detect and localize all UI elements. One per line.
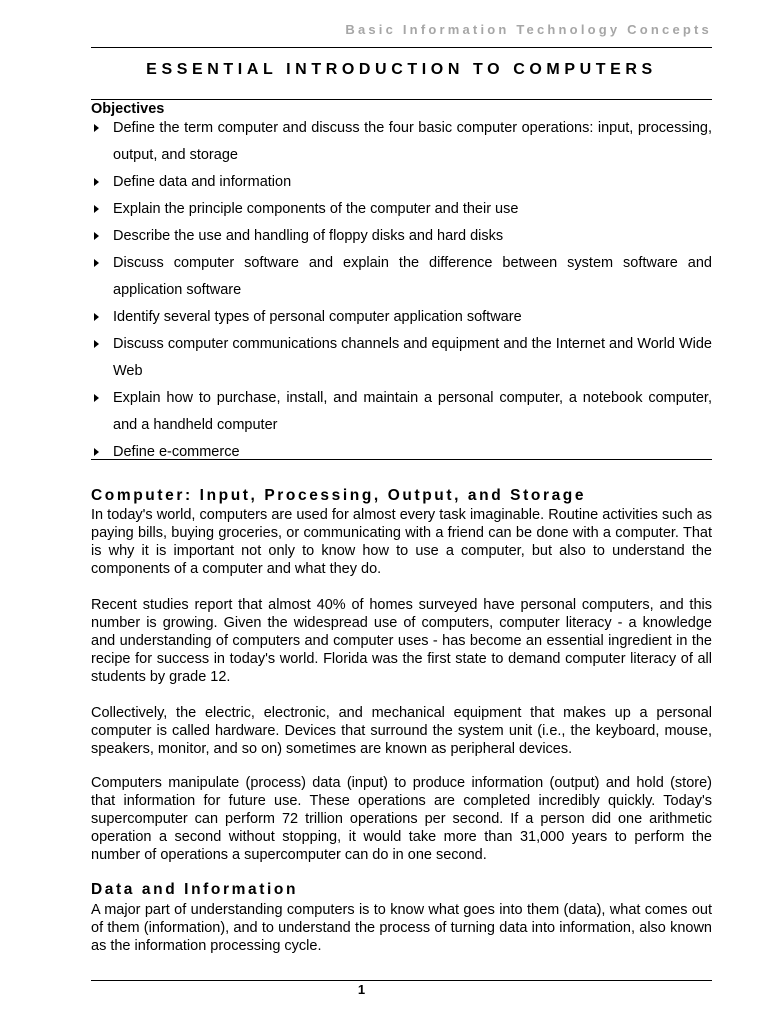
body-paragraph: A major part of understanding computers is to know what goes into them (data), what comes out of them (information), and to understand the process of turning data into information, also known as the information processing cycle. — [91, 902, 712, 954]
triangle-bullet-icon — [94, 340, 99, 348]
triangle-bullet-icon — [94, 394, 99, 402]
objectives-list — [91, 115, 712, 466]
objective-text: Describe the use and handling of floppy disks and hard disks — [113, 228, 504, 244]
objectives-heading: Objectives — [91, 101, 165, 117]
body-paragraph: Collectively, the electric, electronic, and mechanical equipment that makes up a personal computer is called hardware. Devices that surround the system unit (i.e., the keyboard, mouse, speakers, monitor, and so on) sometimes are known as peripheral devices. — [91, 705, 712, 757]
document-page — [91, 0, 712, 1024]
objective-item — [91, 331, 712, 385]
objective-item — [91, 385, 712, 439]
objective-text: Explain how to purchase, install, and maintain a personal computer, a notebook computer, and a handheld computer — [113, 390, 712, 433]
header-rule — [91, 47, 712, 48]
triangle-bullet-icon — [94, 178, 99, 186]
body-paragraph: Computers manipulate (process) data (input) to produce information (output) and hold (store) that information for future use. These operations are completed incredibly quickly. Today's supercomputer can perform 72 trillion operations per second. If a person did one arithmetic operation a second without stopping, it would take more than 31,000 years to perform the number of operations a supercomputer can do in one second. — [91, 775, 712, 863]
objective-item — [91, 223, 712, 250]
objective-text: Discuss computer software and explain the difference between system software and application software — [113, 255, 712, 298]
objectives-rule — [91, 459, 712, 460]
running-header: Basic Information Technology Concepts — [345, 22, 712, 37]
body-paragraph: Recent studies report that almost 40% of homes surveyed have personal computers, and this number is growing. Given the widespread use of computers, computer literacy - a knowledge and understanding of computers and computer uses - has become an essential ingredient in the recipe for success in today's world. Florida was the first state to demand computer literacy of all students by grade 12. — [91, 597, 712, 685]
objective-text: Explain the principle components of the computer and their use — [113, 201, 519, 217]
objective-text: Discuss computer communications channels and equipment and the Internet and World Wide Web — [113, 336, 712, 379]
objective-item — [91, 196, 712, 223]
document-title: ESSENTIAL INTRODUCTION TO COMPUTERS — [146, 61, 657, 78]
objective-item — [91, 169, 712, 196]
title-rule — [91, 99, 712, 100]
triangle-bullet-icon — [94, 313, 99, 321]
section-heading: Data and Information — [91, 881, 299, 898]
objective-item — [91, 304, 712, 331]
objective-item — [91, 250, 712, 304]
objective-text: Identify several types of personal computer application software — [113, 309, 522, 325]
triangle-bullet-icon — [94, 448, 99, 456]
objective-text: Define the term computer and discuss the four basic computer operations: input, processing, output, and storage — [113, 120, 712, 163]
section-heading: Computer: Input, Processing, Output, and Storage — [91, 487, 587, 504]
objective-item — [91, 115, 712, 169]
objective-text: Define data and information — [113, 174, 292, 190]
body-paragraph: In today's world, computers are used for almost every task imaginable. Routine activities such as paying bills, buying groceries, or communicating with a friend can be done with a computer. That is why it is important not only to know how to use a computer, but also to understand the components of a computer and what they do. — [91, 507, 712, 577]
page-number: 1 — [357, 982, 366, 997]
triangle-bullet-icon — [94, 124, 99, 132]
triangle-bullet-icon — [94, 205, 99, 213]
triangle-bullet-icon — [94, 232, 99, 240]
footer-rule — [91, 980, 712, 981]
objective-text: Define e-commerce — [113, 444, 240, 460]
objective-item — [91, 439, 712, 466]
triangle-bullet-icon — [94, 259, 99, 267]
